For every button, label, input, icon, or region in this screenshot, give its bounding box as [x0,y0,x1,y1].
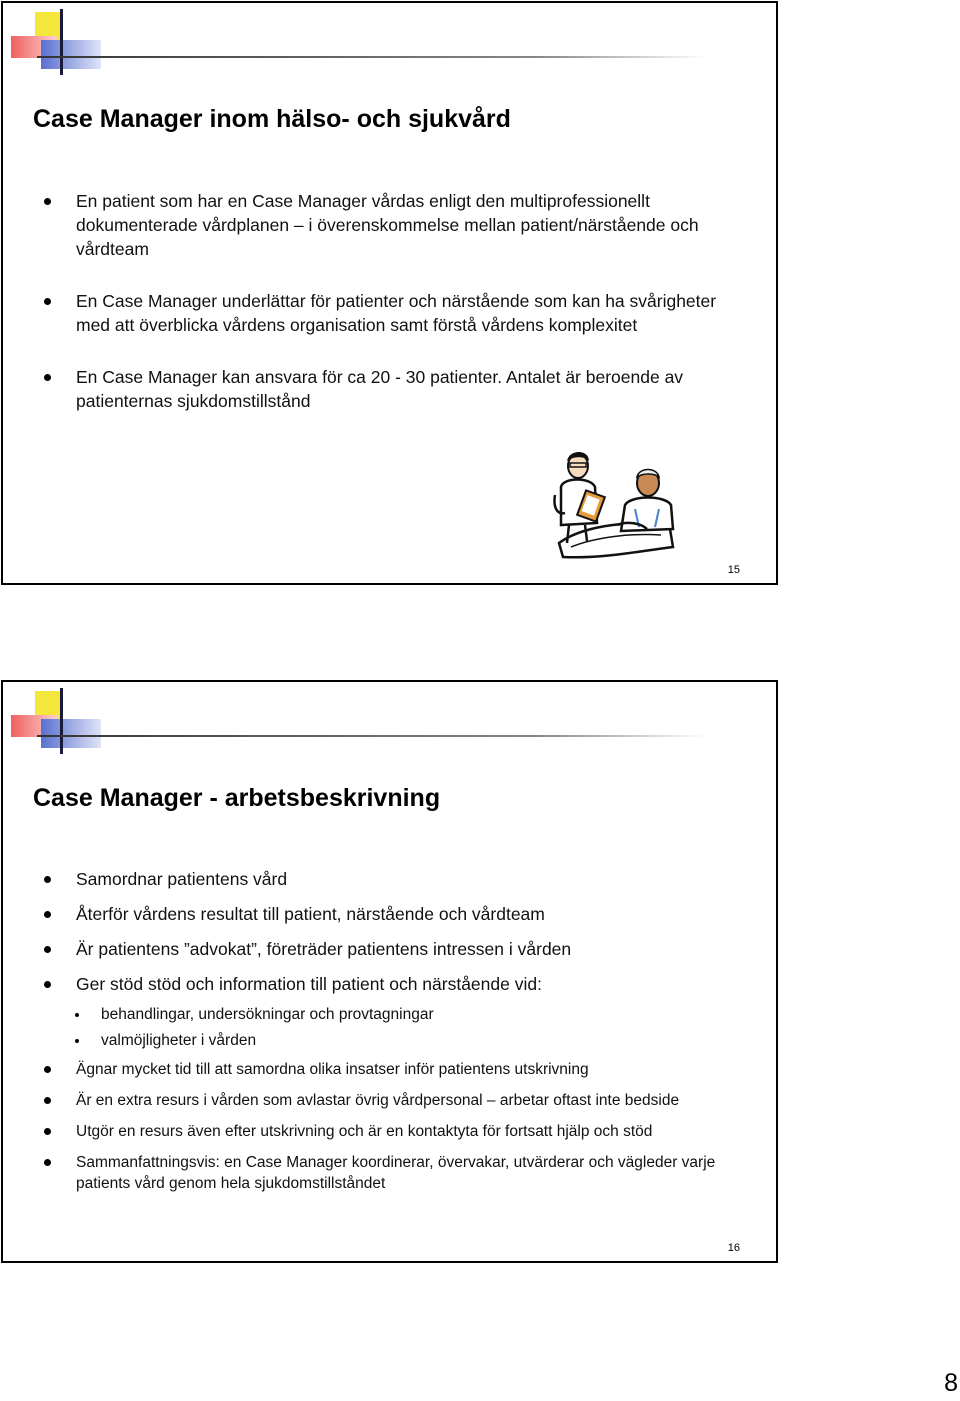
bullet-dot-icon [44,1128,51,1135]
slide-header-decoration [10,688,710,758]
bullet-item: Är en extra resurs i vården som avlastar övrig vårdpersonal – arbetar oftast inte bedside [43,1090,723,1111]
bullet-item: Ger stöd stöd och information till patient och närstående vid: [43,973,743,995]
bullet-list [43,189,743,441]
slide-16 [1,680,778,1263]
bullet-dot-icon [44,876,51,883]
slide-page-number: 16 [727,1242,740,1254]
document-page-number: 8 [944,1369,958,1397]
bullet-item: Samordnar patientens vård [43,868,743,890]
bullet-dot-icon [44,1159,51,1166]
bullet-dot-icon [44,298,51,305]
bullet-item: Ägnar mycket tid till att samordna olika insatser inför patientens utskrivning [43,1059,723,1080]
bullet-item: Återför vårdens resultat till patient, närstående och vårdteam [43,903,743,925]
slide-title: Case Manager inom hälso- och sjukvård [33,105,511,133]
bullet-dot-icon [44,1066,51,1073]
slide-page-number: 15 [727,564,740,576]
bullet-dot-icon [44,981,51,988]
bullet-item: Är patientens ”advokat”, företräder patientens intressen i vården [43,938,743,960]
slide-header-decoration [10,9,710,79]
bullet-item: Sammanfattningsvis: en Case Manager koordinerar, övervakar, utvärderar och vägleder varje patients vård genom hela sjukdomstillståndet [43,1152,723,1194]
slide-15 [1,1,778,585]
sub-bullet-dot-icon [75,1013,79,1017]
bullet-dot-icon [44,198,51,205]
bullet-item: En Case Manager underlättar för patienter och närstående som kan ha svårigheter med att överblicka vårdens organisation samt förstå vårdens komplexitet [43,289,743,337]
sub-bullet-list [43,1002,743,1054]
bullet-list-secondary [43,1059,723,1204]
bullet-dot-icon [44,946,51,953]
doctor-patient-illustration [551,447,677,561]
bullet-item: En Case Manager kan ansvara för ca 20 - 30 patienter. Antalet är beroende av patienternas sjukdomstillstånd [43,365,743,413]
bullet-list-primary [43,868,743,995]
sub-bullet-item: behandlingar, undersökningar och provtagningar [43,1002,743,1028]
slide-title: Case Manager - arbetsbeskrivning [33,784,441,812]
sub-bullet-item: valmöjligheter i vården [43,1028,743,1054]
bullet-dot-icon [44,1097,51,1104]
bullet-dot-icon [44,911,51,918]
bullet-dot-icon [44,374,51,381]
bullet-item: Utgör en resurs även efter utskrivning och är en kontaktyta för fortsatt hjälp och stöd [43,1121,723,1142]
bullet-item: En patient som har en Case Manager vårdas enligt den multiprofessionellt dokumenterade vårdplanen – i överenskommelse mellan patient/närstående och vårdteam [43,189,743,261]
sub-bullet-dot-icon [75,1039,79,1043]
